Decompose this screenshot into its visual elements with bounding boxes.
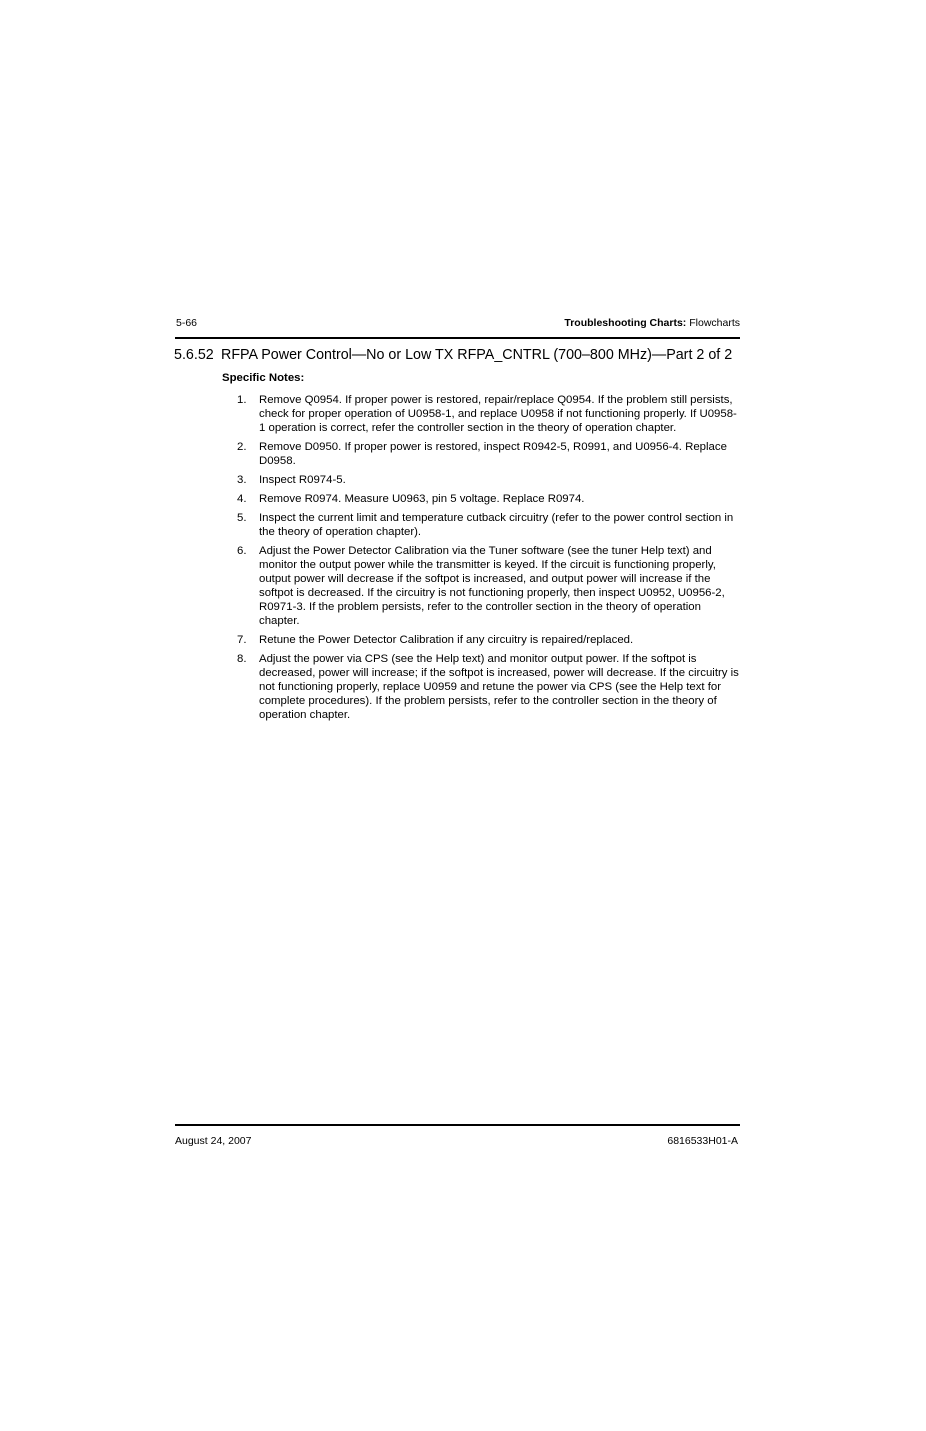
list-item-text: Inspect the current limit and temperature cutback circuitry (refer to the power control section in the theory of operation chapter).: [259, 512, 734, 538]
list-item-text: Remove Q0954. If proper power is restored, repair/replace Q0954. If the problem still persists, check for proper operation of U0958-1, and replace U0958 if not functioning properly. If U0958-1 operation is correct, refer the controller section in the theory of operation chapter.: [259, 394, 737, 434]
list-item: [222, 393, 742, 435]
list-item-number: 4.: [237, 493, 247, 505]
section-number: 5.6.52: [174, 347, 214, 363]
section-heading: [174, 347, 744, 363]
list-item: [222, 511, 742, 539]
list-item: [222, 473, 742, 487]
list-item: [222, 492, 742, 506]
section-label-bold: Troubleshooting Charts:: [564, 317, 687, 329]
section-title: RFPA Power Control—No or Low TX RFPA_CNTRL (700–800 MHz)—Part 2 of 2: [221, 347, 733, 363]
list-item-text: Inspect R0974-5.: [259, 474, 346, 486]
list-item-number: 3.: [237, 474, 247, 486]
footer-doc-number: 6816533H01-A: [667, 1135, 738, 1147]
list-item-text: Remove R0974. Measure U0963, pin 5 voltage. Replace R0974.: [259, 493, 585, 505]
list-item: [222, 633, 742, 647]
section-label-plain: Flowcharts: [686, 317, 740, 329]
list-item-number: 7.: [237, 634, 247, 646]
list-item-text: Adjust the Power Detector Calibration via the Tuner software (see the tuner Help text) and monitor the output power while the transmitter is keyed. If the circuit is functioning properly, output power will decrease if the softpot is increased, and output power will increase if the softpot is decreased. If the circuitry is not functioning properly, then inspect U0952, U0956-2, R0971-3. If the problem persists, refer to the controller section in the theory of operation chapter.: [259, 545, 725, 627]
section-label: [564, 317, 740, 329]
notes-heading: Specific Notes:: [222, 372, 305, 384]
list-item-number: 6.: [237, 545, 247, 557]
list-item-number: 8.: [237, 653, 247, 665]
page-footer: [175, 1124, 740, 1147]
list-item: [222, 652, 742, 722]
list-item-number: 5.: [237, 512, 247, 524]
list-item: [222, 544, 742, 628]
notes-list: [222, 393, 742, 727]
page-number: 5-66: [176, 317, 198, 329]
list-item-text: Adjust the power via CPS (see the Help text) and monitor output power. If the softpot is decreased, power will increase; if the softpot is increased, power will decrease. If the circuitry is not functioning properly, replace U0959 and retune the power via CPS (see the Help text for complete procedures). If the problem persists, refer to the controller section in the theory of operation chapter.: [259, 653, 739, 721]
page-header: [175, 315, 740, 339]
list-item-text: Retune the Power Detector Calibration if any circuitry is repaired/replaced.: [259, 634, 634, 646]
footer-date: August 24, 2007: [175, 1135, 252, 1147]
list-item-number: 2.: [237, 441, 247, 453]
list-item: [222, 440, 742, 468]
list-item-text: Remove D0950. If proper power is restored, inspect R0942-5, R0991, and U0956-4. Replace D0958.: [259, 441, 727, 467]
list-item-number: 1.: [237, 394, 247, 406]
